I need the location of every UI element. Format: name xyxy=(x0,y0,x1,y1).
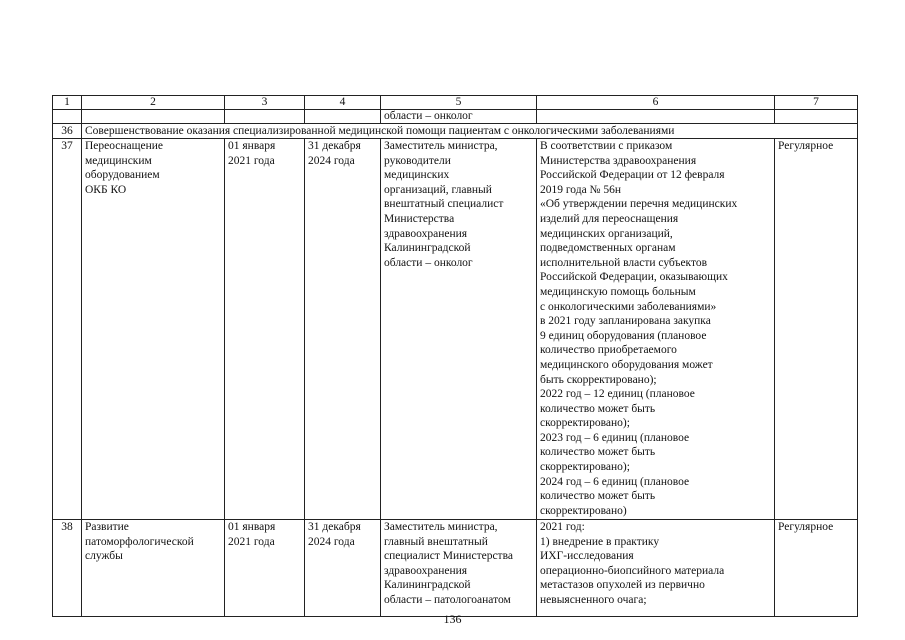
continuation-row xyxy=(53,110,858,124)
row-number: 37 xyxy=(53,139,82,520)
text-line: главный внештатный xyxy=(384,535,488,548)
text-line: Российской Федерации, оказывающих xyxy=(540,271,728,284)
table-cell xyxy=(53,110,82,124)
text-line: невыясненного очага; xyxy=(540,593,647,606)
text-line: области – онколог xyxy=(384,256,473,269)
description xyxy=(537,520,775,617)
event-name xyxy=(82,139,225,520)
text-line: изделий для переоснащения xyxy=(540,212,679,225)
text-line: внештатный специалист xyxy=(384,198,504,211)
text-line: руководители xyxy=(384,154,451,167)
text-line: «Об утверждении перечня медицинских xyxy=(540,198,738,211)
text-line: области – патологоанатом xyxy=(384,593,511,606)
table-cell xyxy=(775,110,858,124)
section-row xyxy=(53,124,858,139)
continuation-text: области – онколог xyxy=(381,110,537,124)
text-line: 9 единиц оборудования (плановое xyxy=(540,329,707,342)
text-line: организаций, главный xyxy=(384,183,492,196)
text-line: количество приобретаемого xyxy=(540,344,677,357)
header-cell: 1 xyxy=(53,96,82,110)
start-date xyxy=(225,520,305,617)
text-line: скорректировано); xyxy=(540,461,630,474)
text-line: Калининградской xyxy=(384,242,471,255)
row-number: 38 xyxy=(53,520,82,617)
responsible xyxy=(381,520,537,617)
responsible xyxy=(381,139,537,520)
text-line: 2021 года xyxy=(228,154,275,167)
table-cell xyxy=(305,110,381,124)
start-date xyxy=(225,139,305,520)
text-line: специалист Министерства xyxy=(384,550,513,563)
frequency: Регулярное xyxy=(775,139,858,520)
page-number: 136 xyxy=(443,612,462,626)
text-line: с онкологическими заболеваниями» xyxy=(540,300,717,313)
frequency: Регулярное xyxy=(775,520,858,617)
table-cell xyxy=(225,110,305,124)
text-line: Министерства здравоохранения xyxy=(540,154,697,167)
text-line: 2023 год – 6 единиц (плановое xyxy=(540,431,690,444)
text-line: скорректировано); xyxy=(540,417,630,430)
text-line: быть скорректировано); xyxy=(540,373,657,386)
text-line: 2024 года xyxy=(308,535,355,548)
header-cell: 2 xyxy=(82,96,225,110)
text-line: 2022 год – 12 единиц (плановое xyxy=(540,388,695,401)
description xyxy=(537,139,775,520)
text-line: Министерства xyxy=(384,212,455,225)
event-name xyxy=(82,520,225,617)
text-line: 2024 год – 6 единиц (плановое xyxy=(540,475,690,488)
table-row xyxy=(53,139,858,520)
text-line: исполнительной власти субъектов xyxy=(540,256,708,269)
table-row xyxy=(53,520,858,617)
header-row xyxy=(53,96,858,110)
text-line: Калининградской xyxy=(384,579,471,592)
text-line: медицинским xyxy=(85,154,152,167)
text-line: 31 декабря xyxy=(308,140,361,152)
text-line: скорректировано) xyxy=(540,504,627,517)
text-line: 2021 год: xyxy=(540,521,585,533)
text-line: оборудованием xyxy=(85,169,160,182)
text-line: подведомственных органам xyxy=(540,242,676,255)
text-line: медицинских xyxy=(384,169,450,182)
text-line: здравоохранения xyxy=(384,227,468,240)
text-line: медицинских организаций, xyxy=(540,227,673,240)
text-line: Заместитель министра, xyxy=(384,140,498,152)
end-date xyxy=(305,520,381,617)
header-cell: 3 xyxy=(225,96,305,110)
header-cell: 7 xyxy=(775,96,858,110)
text-line: ИХГ-исследования xyxy=(540,550,634,563)
section-number: 36 xyxy=(53,124,82,139)
text-line: 01 января xyxy=(228,140,276,152)
text-line: В соответствии с приказом xyxy=(540,140,673,152)
text-line: количество может быть xyxy=(540,446,656,459)
header-cell: 6 xyxy=(537,96,775,110)
text-line: 31 декабря xyxy=(308,521,361,533)
end-date xyxy=(305,139,381,520)
text-line: медицинского оборудования может xyxy=(540,358,713,371)
text-line: Развитие xyxy=(85,521,129,533)
table-cell xyxy=(82,110,225,124)
text-line: здравоохранения xyxy=(384,564,468,577)
plan-table xyxy=(52,95,858,617)
text-line: Заместитель министра, xyxy=(384,521,498,533)
text-line: в 2021 году запланирована закупка xyxy=(540,315,711,328)
table-cell xyxy=(537,110,775,124)
text-line: медицинскую помощь больным xyxy=(540,285,696,298)
text-line: операционно-биопсийного материала xyxy=(540,564,725,577)
text-line: Российской Федерации от 12 февраля xyxy=(540,169,725,182)
text-line: 2024 года xyxy=(308,154,355,167)
text-line: Переоснащение xyxy=(85,140,164,152)
section-title: Совершенствование оказания специализированной медицинской помощи пациентам с онкологическими заболеваниями xyxy=(82,124,858,139)
text-line: количество может быть xyxy=(540,490,656,503)
header-cell: 4 xyxy=(305,96,381,110)
text-line: количество может быть xyxy=(540,402,656,415)
text-line: 1) внедрение в практику xyxy=(540,535,660,548)
text-line: службы xyxy=(85,550,123,563)
text-line: ОКБ КО xyxy=(85,183,127,196)
text-line: патоморфологической xyxy=(85,535,194,548)
text-line: 01 января xyxy=(228,521,276,533)
text-line: метастазов опухолей из первично xyxy=(540,579,705,592)
header-cell: 5 xyxy=(381,96,537,110)
text-line: 2019 года № 56н xyxy=(540,183,622,196)
text-line: 2021 года xyxy=(228,535,275,548)
